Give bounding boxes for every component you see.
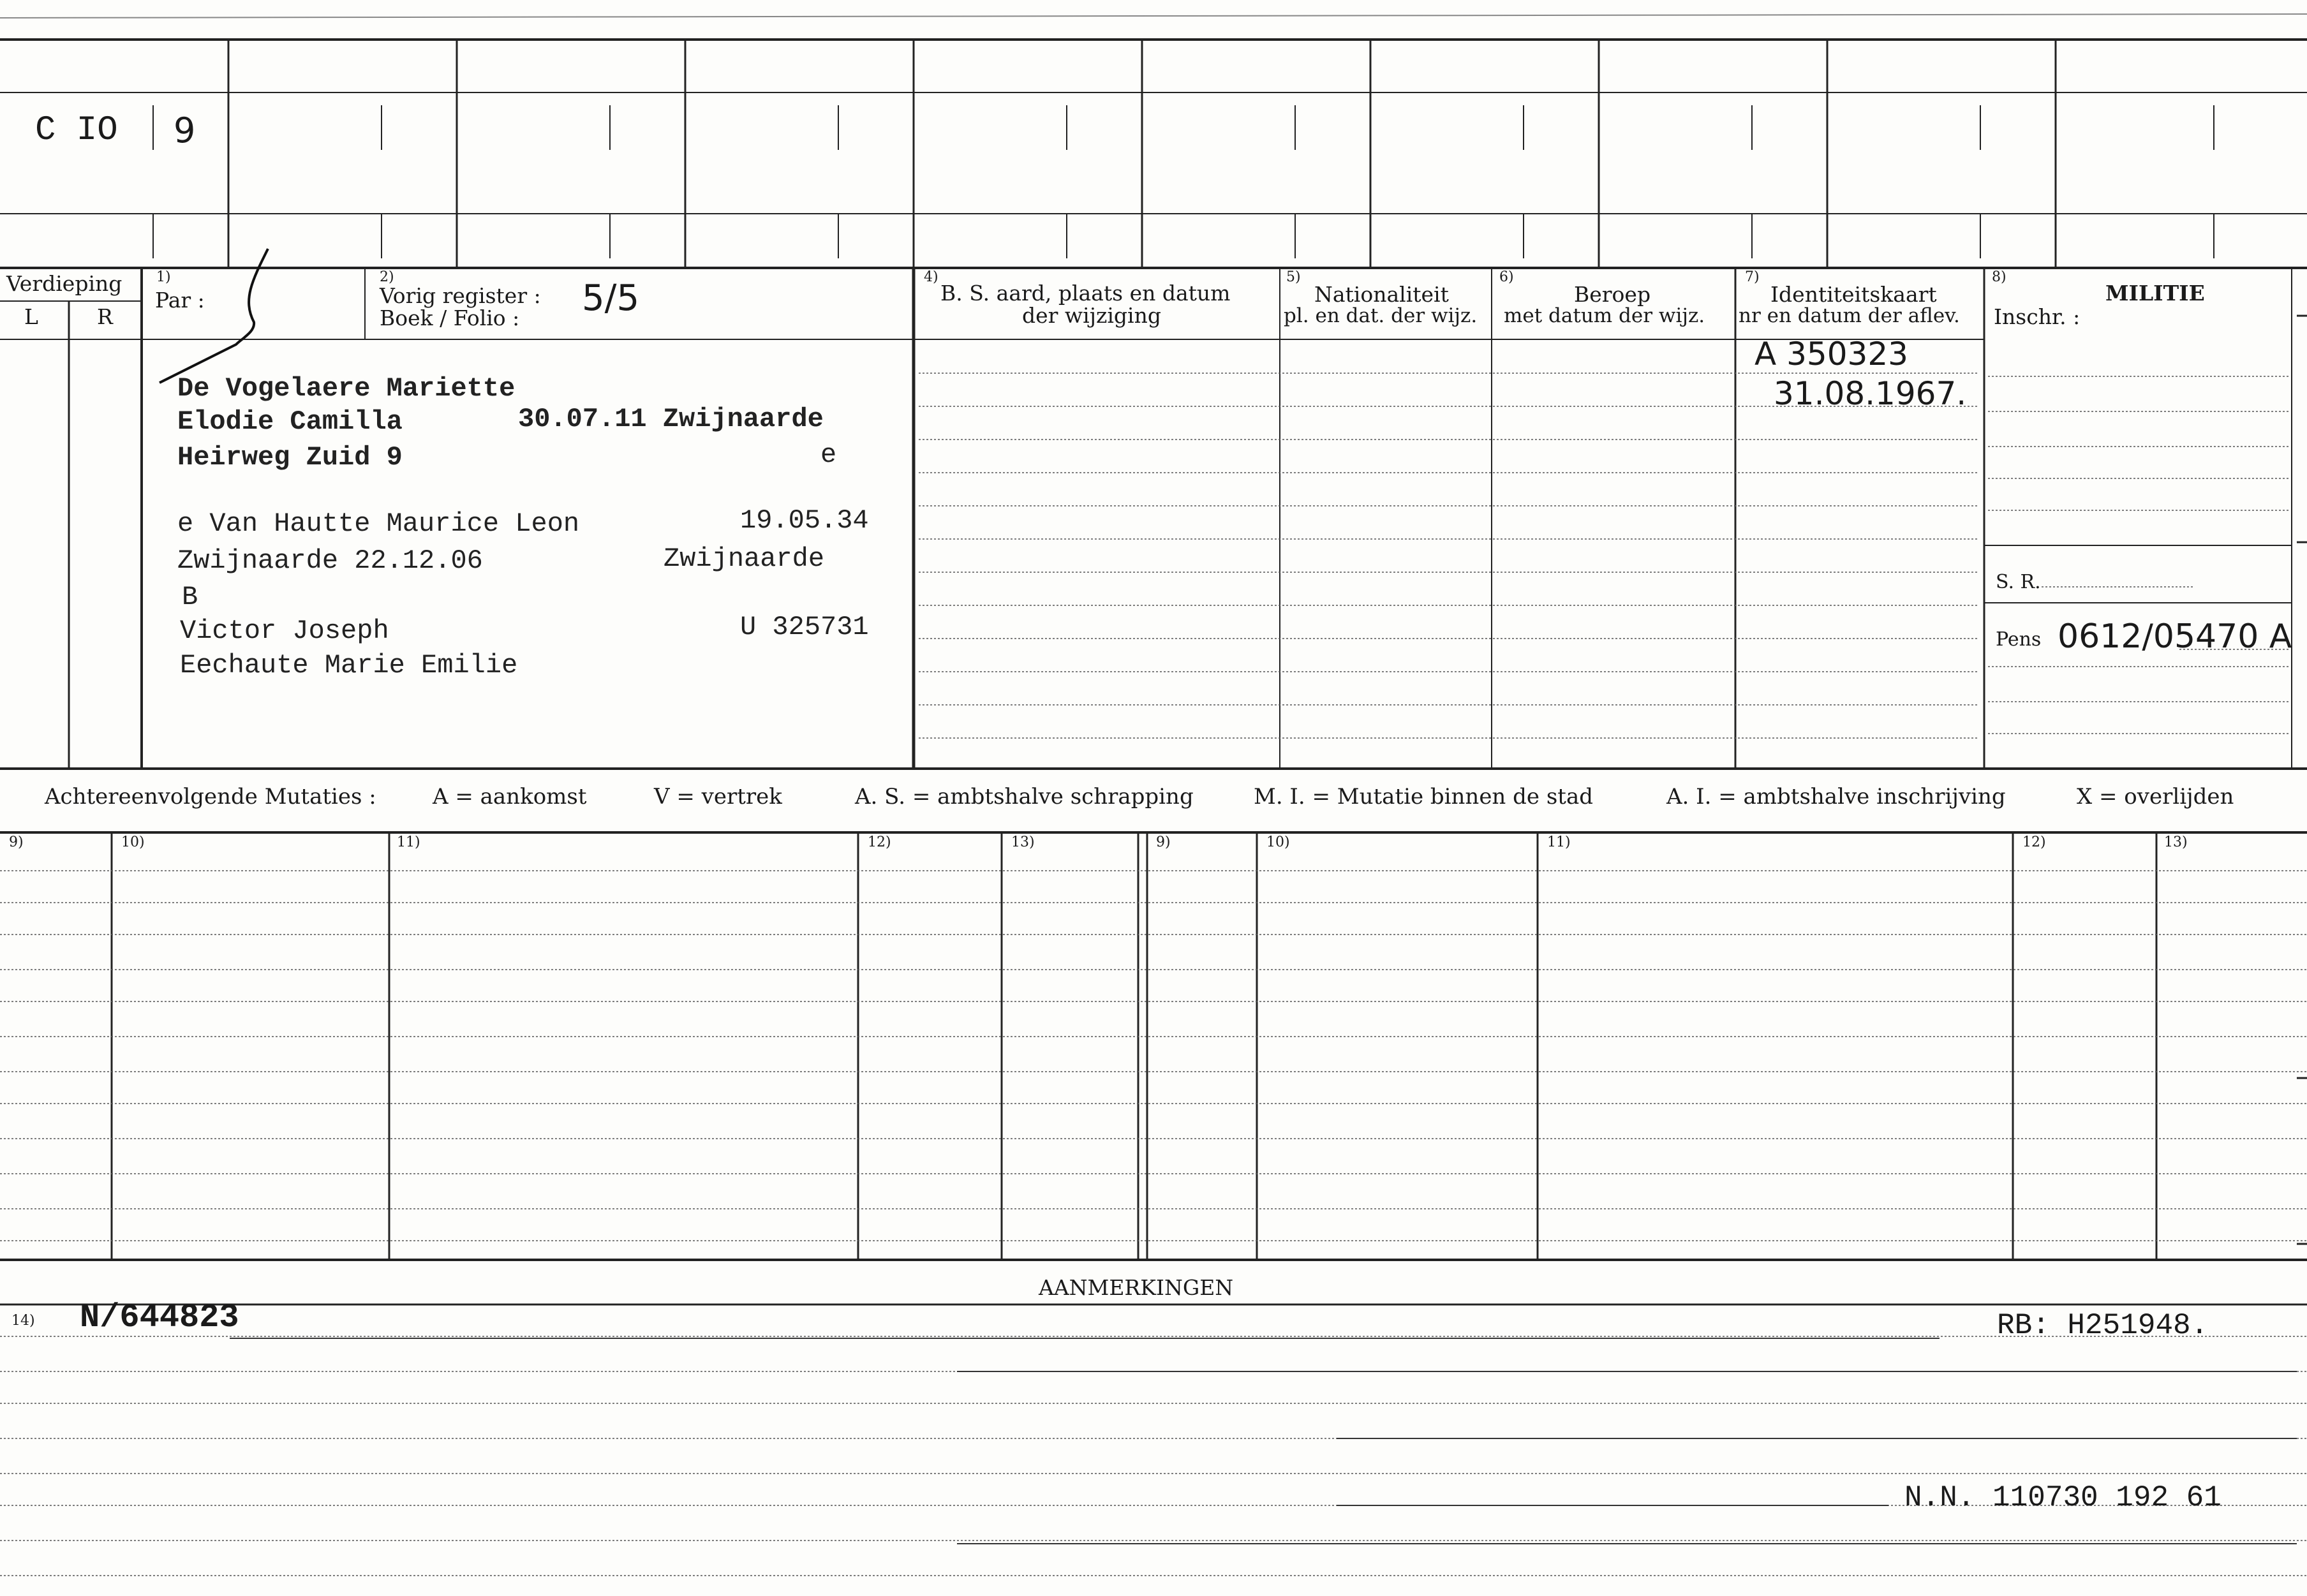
code-schrapping: A. S. = ambtshalve schrapping: [855, 784, 1194, 809]
id-number-label: 7): [1745, 269, 1760, 285]
mut-col-9: 9): [9, 834, 24, 850]
person-spouse-date: 19.05.34: [740, 505, 869, 536]
mut-col-10: 10): [121, 834, 145, 850]
person-address-mark: e: [820, 440, 837, 470]
person-father: Victor Joseph: [180, 616, 389, 646]
code-overlijden: X = overlijden: [2077, 784, 2234, 809]
code-vertrek: V = vertrek: [654, 784, 782, 809]
remarks-n-value: N/644823: [80, 1299, 239, 1336]
vorig-register-value: 5/5: [582, 277, 640, 319]
nat-number: 5): [1286, 269, 1301, 285]
person-address: Heirweg Zuid 9: [177, 442, 403, 473]
id-header-line1: Identiteitskaart: [1770, 282, 1937, 307]
remarks-number: 14): [11, 1313, 35, 1329]
bs-number: 4): [924, 269, 938, 285]
person-spouse: e Van Hautte Maurice Leon: [177, 508, 580, 539]
nat-header-line1: Nationaliteit: [1314, 282, 1449, 307]
verdieping-label: Verdieping: [6, 271, 122, 296]
boek-folio-label: Boek / Folio :: [380, 306, 520, 330]
mut-col-13: 13): [1011, 834, 1035, 850]
pens-label: Pens: [1996, 628, 2042, 651]
sr-label: S. R.: [1996, 571, 2041, 593]
remarks-rb-value: RB: H251948.: [1997, 1309, 2209, 1342]
mut-col-11: 11): [397, 834, 420, 850]
person-mother: Eechaute Marie Emilie: [180, 650, 518, 681]
mut-col-9b: 9): [1156, 834, 1171, 850]
mut-col-13b: 13): [2164, 834, 2188, 850]
mut-col-12b: 12): [2022, 834, 2046, 850]
person-birth: 30.07.11 Zwijnaarde: [518, 404, 824, 434]
card-number: 9: [174, 110, 196, 151]
vorig-number: 2): [380, 269, 394, 285]
militie-label: MILITIE: [2105, 281, 2205, 306]
bs-header-line2: der wijziging: [1022, 303, 1161, 328]
id-card-number: A 350323: [1754, 336, 1908, 373]
inschr-label: Inschr. :: [1994, 304, 2081, 329]
remarks-nn-value: N.N. 110730 192 61: [1904, 1481, 2222, 1514]
card-code: C IO: [35, 111, 118, 150]
id-header-line2: nr en datum der aflev.: [1739, 304, 1960, 327]
code-mutatie-stad: M. I. = Mutatie binnen de stad: [1254, 784, 1593, 809]
ber-header-line1: Beroep: [1574, 282, 1651, 307]
mut-col-11b: 11): [1547, 834, 1571, 850]
person-given-names: Elodie Camilla: [177, 406, 403, 437]
person-mark-b: B: [182, 582, 198, 612]
mutations-title: Achtereenvolgende Mutaties :: [45, 784, 376, 809]
code-aankomst: A = aankomst: [433, 784, 587, 809]
remarks-title: AANMERKINGEN: [1039, 1275, 1234, 1300]
mut-col-12: 12): [868, 834, 891, 850]
vorig-register-label: Vorig register :: [380, 283, 541, 308]
par-number: 1): [156, 269, 171, 285]
bs-header-line1: B. S. aard, plaats en datum: [940, 281, 1231, 306]
person-spouse-place: Zwijnaarde: [664, 543, 825, 574]
ber-header-line2: met datum der wijz.: [1504, 304, 1705, 327]
person-spouse-birth: Zwijnaarde 22.12.06: [177, 545, 483, 576]
code-inschrijving: A. I. = ambtshalve inschrijving: [1666, 784, 2006, 809]
person-name: De Vogelaere Mariette: [177, 373, 516, 404]
person-father-ref: U 325731: [740, 612, 869, 642]
nat-header-line2: pl. en dat. der wijz.: [1284, 304, 1478, 327]
col-r-label: R: [97, 304, 113, 329]
mil-number: 8): [1992, 269, 2007, 285]
par-label: Par :: [155, 288, 205, 313]
mut-col-10b: 10): [1266, 834, 1290, 850]
pension-value: 0612/05470 A: [2058, 617, 2292, 656]
col-l-label: L: [24, 304, 38, 329]
ber-number: 6): [1499, 269, 1514, 285]
id-card-date: 31.08.1967.: [1774, 375, 1967, 412]
